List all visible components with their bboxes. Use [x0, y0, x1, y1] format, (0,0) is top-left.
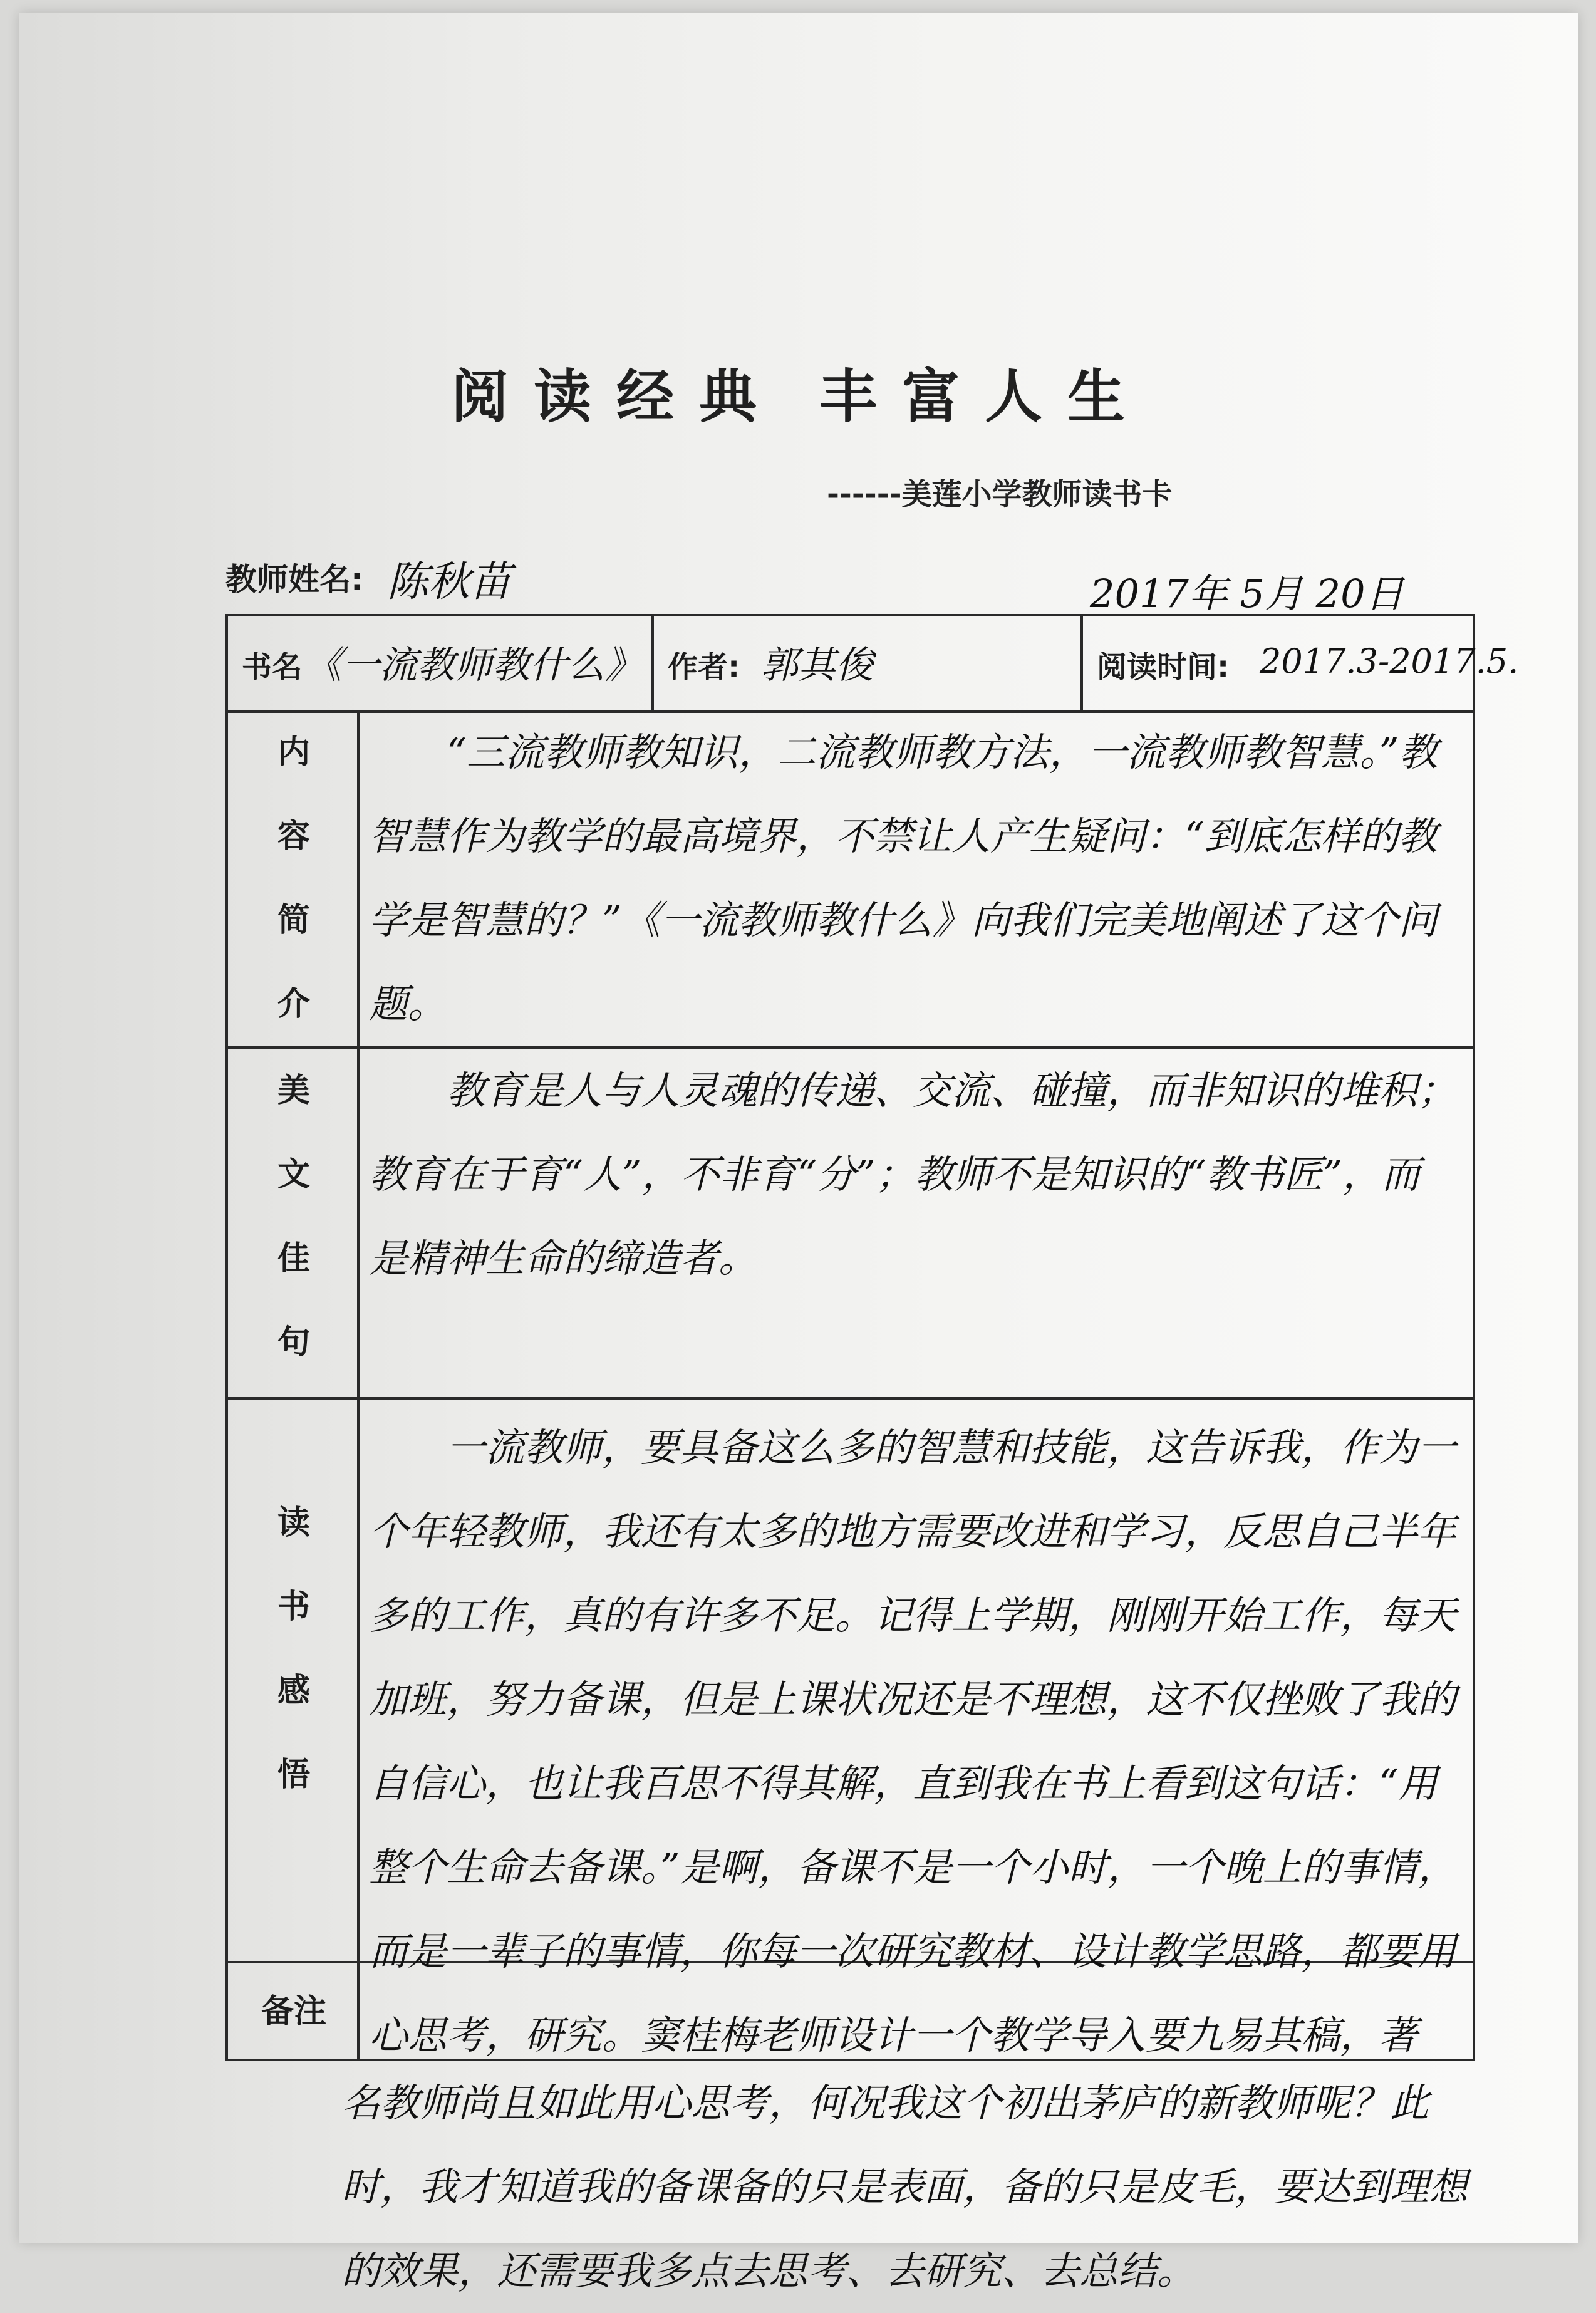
notes-section — [228, 1963, 1473, 2059]
summary-label-2: 容 — [277, 818, 310, 855]
reflection-paragraph: 一流教师，要具备这么多的智慧和技能，这告诉我，作为一个年轻教师，我还有太多的地方需要改进和学习，反思自己半年多的工作，真的有许多不足。记得上学期，刚刚开始工作，每天加班，努力备课，但是上课状况还是不理想，这不仅挫败了我的自信心，也让我百思不得其解，直到我在书上看到这句话：“用整个生命去备课。”是啊，备课不是一个小时，一个晚上的事情，而是一辈子的事情，你每一次研究教材、设计教学思路，都要用心思考，研究。窦桂梅老师设计一个教学导入要九易其稿，著 — [369, 1425, 1457, 2058]
reading-time-label: 阅读时间: — [1097, 650, 1230, 685]
notes-label-cell — [228, 1963, 360, 2059]
title-right: 丰富人生 — [819, 363, 1151, 430]
book-label: 书名 — [242, 650, 303, 685]
quotes-label-4: 句 — [277, 1324, 310, 1361]
quotes-label-cell — [228, 1049, 360, 1397]
teacher-name: 陈秋苗 — [387, 558, 511, 606]
summary-label-4: 介 — [277, 985, 310, 1023]
quotes-paragraph: 教育是人与人灵魂的传递、交流、碰撞，而非知识的堆积；教育在于育“人”，不非育“分”；教师不是知识的“教书匠”，而是精神生命的缔造者。 — [369, 1068, 1457, 1281]
summary-text — [369, 710, 1459, 1046]
card-subtitle: ------美莲小学教师读书卡 — [827, 477, 1173, 512]
author-cell — [654, 616, 1083, 710]
quotes-section — [228, 1049, 1473, 1400]
reading-time-value: 2017.3-2017.5. — [1260, 642, 1519, 681]
author-label: 作者: — [668, 650, 740, 685]
summary-label-3: 简 — [277, 902, 310, 939]
teacher-label: 教师姓名: — [225, 561, 363, 598]
summary-label-cell — [228, 710, 360, 1046]
quotes-label-3: 佳 — [277, 1240, 310, 1277]
quotes-label-1: 美 — [277, 1072, 310, 1110]
summary-label-1: 内 — [277, 734, 310, 771]
summary-paragraph: “三流教师教知识，二流教师教方法，一流教师教智慧。”教智慧作为教学的最高境界，不禁让人产生疑问：“到底怎样的教学是智慧的？”《一流教师教什么》向我们完美地阐述了这个问题。 — [369, 729, 1438, 1027]
header-row — [228, 616, 1519, 713]
card-date: 2017年 5月 20日 — [1090, 571, 1404, 616]
reflection-label-2: 书 — [277, 1588, 310, 1626]
summary-section — [228, 710, 1473, 1049]
notes-label: 备注 — [261, 1993, 326, 2030]
reflection-label-cell — [228, 1400, 360, 1961]
author-name: 郭其俊 — [760, 643, 873, 687]
reflection-label-4: 悟 — [277, 1756, 310, 1794]
reading-time-cell — [1083, 616, 1519, 710]
reflection-continuation: 名教师尚且如此用心思考，何况我这个初出茅庐的新教师呢？此时，我才知道我的备课备的只是表面，备的只是皮毛，要达到理想的效果，还需要我多点去思考、去研究、去总结。 — [341, 2080, 1468, 2294]
title-left: 阅读经典 — [451, 363, 782, 430]
quotes-label-2: 文 — [277, 1156, 310, 1193]
reflection-label-3: 感 — [277, 1672, 310, 1710]
book-title: 《一流教师教什么》 — [304, 643, 643, 687]
reflection-label-1: 读 — [277, 1504, 310, 1542]
quotes-text — [369, 1049, 1459, 1301]
book-cell — [228, 616, 654, 710]
reading-card-table — [225, 614, 1519, 2061]
card-title — [451, 351, 1150, 434]
reading-card-paper — [19, 13, 1578, 2294]
